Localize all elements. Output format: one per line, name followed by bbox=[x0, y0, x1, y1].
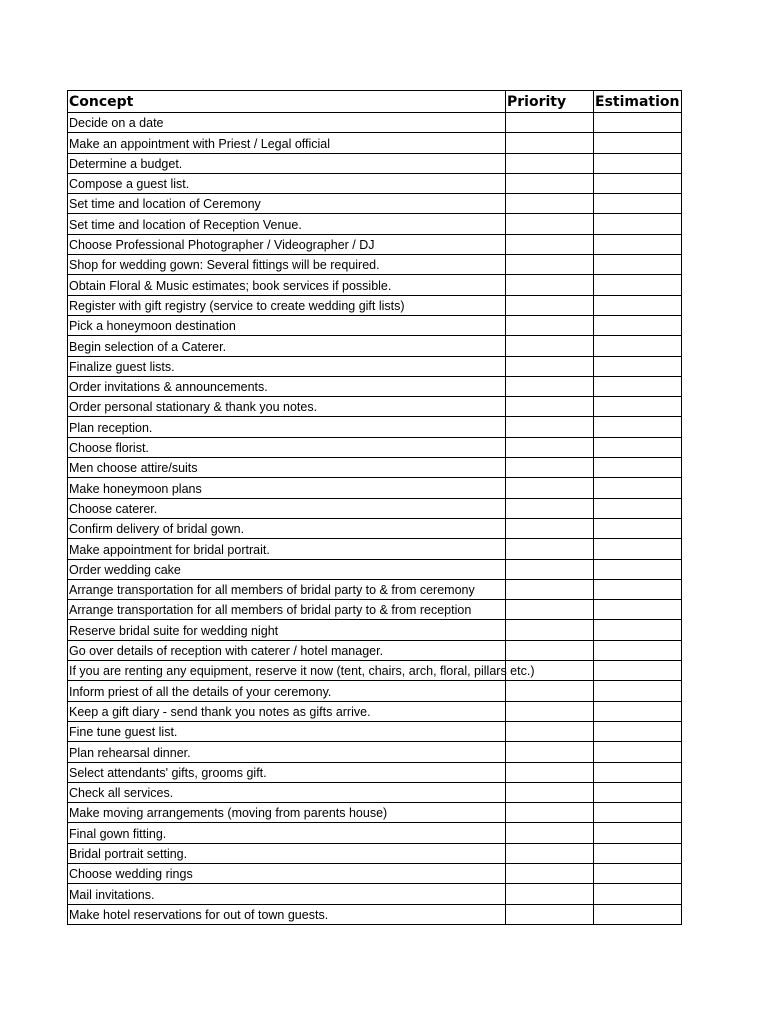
priority-cell[interactable] bbox=[506, 823, 594, 843]
concept-cell[interactable] bbox=[68, 214, 506, 234]
concept-cell[interactable] bbox=[68, 113, 506, 133]
estimation-cell[interactable] bbox=[594, 559, 682, 579]
table-row bbox=[68, 640, 682, 660]
table-row bbox=[68, 884, 682, 904]
concept-cell[interactable] bbox=[68, 884, 506, 904]
priority-cell[interactable] bbox=[506, 863, 594, 883]
estimation-cell[interactable] bbox=[594, 762, 682, 782]
table-row bbox=[68, 539, 682, 559]
concept-cell[interactable] bbox=[68, 153, 506, 173]
estimation-cell[interactable] bbox=[594, 518, 682, 538]
concept-cell[interactable] bbox=[68, 255, 506, 275]
concept-text: Order wedding cake bbox=[69, 562, 181, 577]
priority-cell[interactable] bbox=[506, 559, 594, 579]
table-row bbox=[68, 803, 682, 823]
concept-cell[interactable] bbox=[68, 721, 506, 741]
table-row bbox=[68, 315, 682, 335]
priority-cell[interactable] bbox=[506, 884, 594, 904]
concept-text: Men choose attire/suits bbox=[69, 461, 198, 476]
concept-cell[interactable] bbox=[68, 275, 506, 295]
estimation-cell[interactable] bbox=[594, 884, 682, 904]
concept-cell[interactable] bbox=[68, 803, 506, 823]
priority-cell[interactable] bbox=[506, 681, 594, 701]
table-row bbox=[68, 295, 682, 315]
estimation-cell[interactable] bbox=[594, 843, 682, 863]
concept-text: Confirm delivery of bridal gown. bbox=[69, 522, 245, 537]
estimation-cell[interactable] bbox=[594, 600, 682, 620]
table-row bbox=[68, 600, 682, 620]
concept-cell[interactable] bbox=[68, 133, 506, 153]
table-row bbox=[68, 863, 682, 883]
concept-cell[interactable] bbox=[68, 417, 506, 437]
priority-cell[interactable] bbox=[506, 275, 594, 295]
header-concept: Concept bbox=[68, 91, 506, 113]
table-row bbox=[68, 356, 682, 376]
concept-cell[interactable] bbox=[68, 376, 506, 396]
table-row bbox=[68, 214, 682, 234]
concept-cell[interactable] bbox=[68, 458, 506, 478]
table-row bbox=[68, 173, 682, 193]
priority-cell[interactable] bbox=[506, 803, 594, 823]
table-row bbox=[68, 823, 682, 843]
priority-cell[interactable] bbox=[506, 478, 594, 498]
estimation-cell[interactable] bbox=[594, 661, 682, 681]
estimation-cell[interactable] bbox=[594, 620, 682, 640]
estimation-cell[interactable] bbox=[594, 315, 682, 335]
concept-text: Arrange transportation for all members of bridal party to & from ceremony bbox=[69, 583, 475, 598]
table-row bbox=[68, 661, 682, 681]
estimation-cell[interactable] bbox=[594, 275, 682, 295]
estimation-cell[interactable] bbox=[594, 782, 682, 802]
estimation-cell[interactable] bbox=[594, 579, 682, 599]
concept-text: Pick a honeymoon destination bbox=[69, 319, 236, 334]
concept-cell[interactable] bbox=[68, 782, 506, 802]
concept-cell[interactable] bbox=[68, 315, 506, 335]
estimation-cell[interactable] bbox=[594, 823, 682, 843]
table-row bbox=[68, 498, 682, 518]
concept-cell[interactable] bbox=[68, 295, 506, 315]
priority-cell[interactable] bbox=[506, 255, 594, 275]
header-estimation: Estimation bbox=[594, 91, 682, 113]
concept-cell[interactable] bbox=[68, 559, 506, 579]
concept-text: Choose Professional Photographer / Videographer / DJ bbox=[69, 238, 375, 253]
priority-cell[interactable] bbox=[506, 701, 594, 721]
priority-cell[interactable] bbox=[506, 194, 594, 214]
concept-text: Inform priest of all the details of your ceremony. bbox=[69, 684, 332, 699]
concept-text: Obtain Floral & Music estimates; book services if possible. bbox=[69, 278, 392, 293]
priority-cell[interactable] bbox=[506, 458, 594, 478]
estimation-cell[interactable] bbox=[594, 173, 682, 193]
concept-cell[interactable] bbox=[68, 336, 506, 356]
concept-text: Order personal stationary & thank you notes. bbox=[69, 400, 318, 415]
priority-cell[interactable] bbox=[506, 600, 594, 620]
concept-text: Reserve bridal suite for wedding night bbox=[69, 623, 279, 638]
estimation-cell[interactable] bbox=[594, 701, 682, 721]
estimation-cell[interactable] bbox=[594, 803, 682, 823]
concept-cell[interactable] bbox=[68, 661, 535, 681]
concept-cell[interactable] bbox=[68, 762, 506, 782]
estimation-cell[interactable] bbox=[594, 539, 682, 559]
header-row bbox=[68, 91, 682, 113]
priority-cell[interactable] bbox=[506, 437, 594, 457]
table-row bbox=[68, 336, 682, 356]
concept-text: Register with gift registry (service to create wedding gift lists) bbox=[69, 298, 405, 313]
priority-cell[interactable] bbox=[506, 620, 594, 640]
concept-text: Make appointment for bridal portrait. bbox=[69, 542, 270, 557]
concept-cell[interactable] bbox=[68, 681, 506, 701]
concept-text: Check all services. bbox=[69, 786, 174, 801]
concept-text: Keep a gift diary - send thank you notes as gifts arrive. bbox=[69, 704, 371, 719]
concept-cell[interactable] bbox=[68, 823, 506, 843]
table-row bbox=[68, 133, 682, 153]
concept-cell[interactable] bbox=[68, 539, 506, 559]
estimation-cell[interactable] bbox=[594, 437, 682, 457]
concept-text: Go over details of reception with caterer / hotel manager. bbox=[69, 644, 384, 659]
table-row bbox=[68, 194, 682, 214]
concept-cell[interactable] bbox=[68, 579, 506, 599]
concept-cell[interactable] bbox=[68, 640, 506, 660]
concept-text: Bridal portrait setting. bbox=[69, 846, 188, 861]
header-priority: Priority bbox=[506, 91, 594, 113]
concept-text: Make moving arrangements (moving from parents house) bbox=[69, 806, 388, 821]
concept-text: Make hotel reservations for out of town guests. bbox=[69, 907, 329, 922]
priority-cell[interactable] bbox=[506, 356, 594, 376]
table-row bbox=[68, 437, 682, 457]
estimation-cell[interactable] bbox=[594, 478, 682, 498]
table-row bbox=[68, 478, 682, 498]
concept-text: If you are renting any equipment, reserve it now (tent, chairs, arch, floral, pillars etc.) bbox=[69, 664, 535, 679]
estimation-cell[interactable] bbox=[594, 498, 682, 518]
table-row bbox=[68, 681, 682, 701]
concept-cell[interactable] bbox=[68, 600, 506, 620]
priority-cell[interactable] bbox=[506, 498, 594, 518]
table-row bbox=[68, 762, 682, 782]
priority-cell[interactable] bbox=[506, 518, 594, 538]
estimation-cell[interactable] bbox=[594, 904, 682, 924]
priority-cell[interactable] bbox=[506, 579, 594, 599]
estimation-cell[interactable] bbox=[594, 255, 682, 275]
table-row bbox=[68, 153, 682, 173]
concept-cell[interactable] bbox=[68, 742, 506, 762]
priority-cell[interactable] bbox=[506, 742, 594, 762]
estimation-cell[interactable] bbox=[594, 458, 682, 478]
concept-cell[interactable] bbox=[68, 620, 506, 640]
concept-cell[interactable] bbox=[68, 194, 506, 214]
concept-cell[interactable] bbox=[68, 701, 506, 721]
priority-cell[interactable] bbox=[506, 336, 594, 356]
concept-cell[interactable] bbox=[68, 498, 506, 518]
priority-cell[interactable] bbox=[506, 376, 594, 396]
table-row bbox=[68, 782, 682, 802]
concept-cell[interactable] bbox=[68, 356, 506, 376]
concept-cell[interactable] bbox=[68, 518, 506, 538]
estimation-cell[interactable] bbox=[594, 234, 682, 254]
concept-text: Decide on a date bbox=[69, 116, 164, 131]
estimation-cell[interactable] bbox=[594, 721, 682, 741]
priority-cell[interactable] bbox=[506, 173, 594, 193]
priority-cell[interactable] bbox=[506, 843, 594, 863]
concept-text: Arrange transportation for all members of bridal party to & from reception bbox=[69, 603, 472, 618]
table-row bbox=[68, 275, 682, 295]
concept-text: Set time and location of Ceremony bbox=[69, 197, 261, 212]
priority-cell[interactable] bbox=[506, 153, 594, 173]
priority-cell[interactable] bbox=[506, 397, 594, 417]
estimation-cell[interactable] bbox=[594, 194, 682, 214]
table-row bbox=[68, 376, 682, 396]
table-row bbox=[68, 255, 682, 275]
estimation-cell[interactable] bbox=[594, 214, 682, 234]
priority-cell[interactable] bbox=[506, 721, 594, 741]
table-row bbox=[68, 742, 682, 762]
estimation-cell[interactable] bbox=[594, 336, 682, 356]
estimation-cell[interactable] bbox=[594, 133, 682, 153]
concept-cell[interactable] bbox=[68, 437, 506, 457]
estimation-cell[interactable] bbox=[594, 640, 682, 660]
table-row bbox=[68, 397, 682, 417]
concept-text: Compose a guest list. bbox=[69, 177, 190, 192]
estimation-cell[interactable] bbox=[594, 863, 682, 883]
table-row bbox=[68, 113, 682, 133]
priority-cell[interactable] bbox=[506, 113, 594, 133]
concept-text: Final gown fitting. bbox=[69, 826, 167, 841]
concept-text: Select attendants' gifts, grooms gift. bbox=[69, 765, 267, 780]
concept-cell[interactable] bbox=[68, 904, 506, 924]
concept-cell[interactable] bbox=[68, 863, 506, 883]
priority-cell[interactable] bbox=[506, 762, 594, 782]
priority-cell[interactable] bbox=[506, 315, 594, 335]
estimation-cell[interactable] bbox=[594, 113, 682, 133]
table-row bbox=[68, 559, 682, 579]
concept-text: Finalize guest lists. bbox=[69, 359, 175, 374]
estimation-cell[interactable] bbox=[594, 376, 682, 396]
table-row bbox=[68, 458, 682, 478]
concept-text: Determine a budget. bbox=[69, 156, 183, 171]
wedding-checklist-table bbox=[67, 90, 682, 925]
concept-cell[interactable] bbox=[68, 234, 506, 254]
priority-cell[interactable] bbox=[506, 904, 594, 924]
concept-text: Shop for wedding gown: Several fittings will be required. bbox=[69, 258, 380, 273]
priority-cell[interactable] bbox=[506, 417, 594, 437]
concept-cell[interactable] bbox=[68, 173, 506, 193]
concept-cell[interactable] bbox=[68, 843, 506, 863]
concept-text: Make honeymoon plans bbox=[69, 481, 202, 496]
concept-text: Mail invitations. bbox=[69, 887, 155, 902]
concept-text: Fine tune guest list. bbox=[69, 725, 178, 740]
concept-cell[interactable] bbox=[68, 478, 506, 498]
checklist-sheet bbox=[67, 90, 681, 925]
table-row bbox=[68, 721, 682, 741]
priority-cell[interactable] bbox=[506, 539, 594, 559]
concept-text: Choose caterer. bbox=[69, 501, 158, 516]
concept-cell[interactable] bbox=[68, 397, 506, 417]
priority-cell[interactable] bbox=[506, 133, 594, 153]
priority-cell[interactable] bbox=[506, 782, 594, 802]
concept-text: Order invitations & announcements. bbox=[69, 380, 268, 395]
estimation-cell[interactable] bbox=[594, 397, 682, 417]
table-row bbox=[68, 234, 682, 254]
table-row bbox=[68, 417, 682, 437]
table-row bbox=[68, 843, 682, 863]
concept-text: Choose florist. bbox=[69, 441, 149, 456]
estimation-cell[interactable] bbox=[594, 681, 682, 701]
concept-text: Set time and location of Reception Venue. bbox=[69, 217, 302, 232]
concept-text: Plan reception. bbox=[69, 420, 153, 435]
estimation-cell[interactable] bbox=[594, 295, 682, 315]
priority-cell[interactable] bbox=[506, 214, 594, 234]
priority-cell[interactable] bbox=[506, 234, 594, 254]
table-row bbox=[68, 579, 682, 599]
concept-text: Choose wedding rings bbox=[69, 867, 193, 882]
concept-text: Begin selection of a Caterer. bbox=[69, 339, 227, 354]
table-row bbox=[68, 620, 682, 640]
table-row bbox=[68, 904, 682, 924]
priority-cell[interactable] bbox=[506, 640, 594, 660]
estimation-cell[interactable] bbox=[594, 153, 682, 173]
concept-text: Make an appointment with Priest / Legal official bbox=[69, 136, 331, 151]
estimation-cell[interactable] bbox=[594, 417, 682, 437]
table-row bbox=[68, 701, 682, 721]
estimation-cell[interactable] bbox=[594, 742, 682, 762]
concept-text: Plan rehearsal dinner. bbox=[69, 745, 191, 760]
estimation-cell[interactable] bbox=[594, 356, 682, 376]
table-row bbox=[68, 518, 682, 538]
priority-cell[interactable] bbox=[506, 295, 594, 315]
